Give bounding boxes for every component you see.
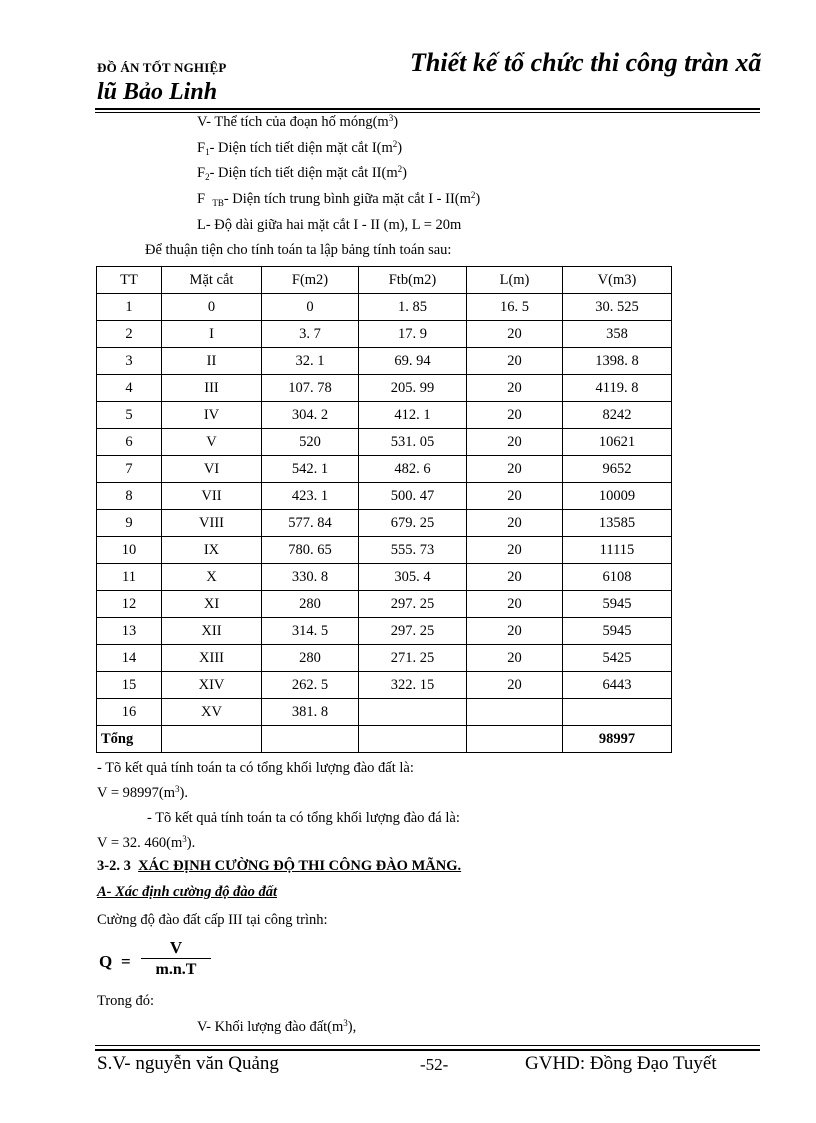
volume-table [96,266,672,753]
table-cell: 423. 1 [262,483,359,510]
table-cell: 3 [97,348,162,375]
section-number: 3-2. 3 [97,858,131,874]
table-cell: VI [162,456,262,483]
col-header: TT [97,267,162,294]
table-row [97,537,672,564]
table-cell: 20 [467,645,563,672]
table-row [97,402,672,429]
table-row [97,699,672,726]
table-row [97,456,672,483]
table-cell: III [162,375,262,402]
table-cell: 577. 84 [262,510,359,537]
table-row [97,564,672,591]
table-cell: 5425 [563,645,672,672]
table-cell: 20 [467,429,563,456]
table-cell: 13 [97,618,162,645]
def-l: L- Độ dài giữa hai mặt cắt I - II (m), L = 20m [197,217,462,233]
table-header-row [97,267,672,294]
table-cell: I [162,321,262,348]
header-author: lũ Bảo Linh [97,79,218,105]
table-row [97,294,672,321]
section-title: XÁC ĐỊNH CƯỜNG ĐỘ THI CÔNG ĐÀO MÃNG. [138,858,462,874]
table-cell: 358 [563,321,672,348]
table-cell: 520 [262,429,359,456]
table-cell [467,726,563,753]
table-cell: 16 [97,699,162,726]
table-cell: X [162,564,262,591]
table-cell: 679. 25 [359,510,467,537]
footer-student: S.V- nguyễn văn Quảng [97,1053,279,1074]
table-cell: 8242 [563,402,672,429]
table-cell [467,699,563,726]
table-cell: 381. 8 [262,699,359,726]
where-v-def: V- Khối lượng đào $đất(m^3)$, [197,1018,357,1035]
table-cell: 20 [467,672,563,699]
where-label: Trong đó: [97,993,155,1009]
table-cell: 20 [467,348,563,375]
table-cell: 7 [97,456,162,483]
col-header: Mặt cắt [162,267,262,294]
footer-rule-thin [95,1045,760,1046]
table-cell: 15 [97,672,162,699]
table-row [97,672,672,699]
table-cell: 322. 15 [359,672,467,699]
table-row [97,645,672,672]
table-cell: 20 [467,402,563,429]
table-cell: 6443 [563,672,672,699]
table-row [97,591,672,618]
table-cell: 304. 2 [262,402,359,429]
header-rule-thin [95,112,760,113]
table-row [97,321,672,348]
table-cell: 20 [467,483,563,510]
table-cell: IV [162,402,262,429]
table-cell: 500. 47 [359,483,467,510]
table-cell: 4 [97,375,162,402]
table-cell: 10009 [563,483,672,510]
def-v: V- Thể tích của đoạn hố $móng(m^3)$ [197,113,399,130]
col-header: L(m) [467,267,563,294]
formula-fraction [141,938,211,979]
table-cell [162,726,262,753]
def-f2: $F_2-$ Diện tích tiết diện mặt cắt $II(m^2)$ [197,164,407,182]
table-cell: VIII [162,510,262,537]
table-cell: 107. 78 [262,375,359,402]
table-cell: 11 [97,564,162,591]
table-cell: 297. 25 [359,591,467,618]
table-cell: 2 [97,321,162,348]
table-cell: 314. 5 [262,618,359,645]
table-cell: 412. 1 [359,402,467,429]
table-cell: 280 [262,591,359,618]
total-value: 98997 [563,726,672,753]
table-cell [359,726,467,753]
table-cell: 297. 25 [359,618,467,645]
table-cell: 20 [467,456,563,483]
table-cell: 1. 85 [359,294,467,321]
formula-numerator: V [169,938,183,957]
def-ftb: F $_{TB}$- Diện tích trung bình giữa mặt cắt I - $II(m^2)$ [197,190,481,208]
table-cell: 0 [262,294,359,321]
table-cell: 13585 [563,510,672,537]
table-row [97,429,672,456]
table-cell: 5 [97,402,162,429]
table-cell: 20 [467,537,563,564]
table-cell: 16. 5 [467,294,563,321]
footer-advisor: GVHD: Đồng Đạo Tuyết [525,1053,717,1074]
table-cell: 8 [97,483,162,510]
soil-result-value: $V = 98997(m^3)$. [97,784,188,801]
table-cell: 5945 [563,591,672,618]
table-cell [359,699,467,726]
rock-result-text: - Tõ kết quả tính toán ta có tổng khối lượng đào đá là: [147,810,460,826]
table-row [97,348,672,375]
table-cell: 1 [97,294,162,321]
table-cell: 271. 25 [359,645,467,672]
table-row [97,375,672,402]
table-cell: 20 [467,564,563,591]
table-cell: 482. 6 [359,456,467,483]
rock-result-value: V = 32. $460(m^3)$. [97,834,196,851]
table-cell: V [162,429,262,456]
table-cell: II [162,348,262,375]
table-cell: 32. 1 [262,348,359,375]
table-cell: 9 [97,510,162,537]
header-label: ĐỒ ÁN TỐT NGHIỆP [97,60,227,75]
formula-denominator: m.n.T [155,961,197,978]
def-f1: $F_1-$ Diện tích tiết diện mặt cắt $I(m^2)$ [197,139,403,157]
footer-rule [95,1049,760,1051]
table-cell: 30. 525 [563,294,672,321]
table-cell: 20 [467,591,563,618]
table-cell: XI [162,591,262,618]
table-cell: 14 [97,645,162,672]
page-number: -52- [420,1055,449,1074]
table-cell: 12 [97,591,162,618]
table-cell: 3. 7 [262,321,359,348]
table-cell: 20 [467,618,563,645]
header-title: Thiết kế tổ chức thi công tràn xã [410,48,762,77]
table-cell: 531. 05 [359,429,467,456]
table-cell: 330. 8 [262,564,359,591]
table-row [97,510,672,537]
section-intro: Cường độ đào đất cấp III tại công trình: [97,912,328,928]
table-cell: XII [162,618,262,645]
table-total-row [97,726,672,753]
formula-equals: = [121,952,131,971]
table-cell: 17. 9 [359,321,467,348]
table-cell: 6 [97,429,162,456]
table-cell: XIII [162,645,262,672]
table-cell: 555. 73 [359,537,467,564]
table-cell: 20 [467,321,563,348]
table-cell: VII [162,483,262,510]
table-cell: XIV [162,672,262,699]
col-header: F(m2) [262,267,359,294]
table-row [97,618,672,645]
table-cell: 305. 4 [359,564,467,591]
total-label: Tổng [97,726,162,753]
table-cell [563,699,672,726]
table-cell: 205. 99 [359,375,467,402]
subheading: A- Xác định cường độ đào đất [97,884,278,900]
table-cell: 5945 [563,618,672,645]
table-cell: 10621 [563,429,672,456]
table-cell: 280 [262,645,359,672]
table-cell: IX [162,537,262,564]
col-header: V(m3) [563,267,672,294]
table-cell: 1398. 8 [563,348,672,375]
table-cell: 4119. 8 [563,375,672,402]
table-cell: XV [162,699,262,726]
soil-result-text: - Tõ kết quả tính toán ta có tổng khối lượng đào đất là: [97,760,414,776]
table-intro: Để thuận tiện cho tính toán ta lập bảng tính toán sau: [145,242,452,258]
col-header: Ftb(m2) [359,267,467,294]
section-heading [97,858,461,875]
table-row [97,483,672,510]
table-cell: 542. 1 [262,456,359,483]
formula-lhs: Q [99,952,113,971]
table-cell: 20 [467,375,563,402]
table-cell: 780. 65 [262,537,359,564]
table-cell: 6108 [563,564,672,591]
table-cell: 69. 94 [359,348,467,375]
table-cell: 20 [467,510,563,537]
table-cell: 10 [97,537,162,564]
table-cell: 9652 [563,456,672,483]
header-rule [95,108,760,110]
table-cell [262,726,359,753]
table-cell: 11115 [563,537,672,564]
table-cell: 262. 5 [262,672,359,699]
table-cell: 0 [162,294,262,321]
